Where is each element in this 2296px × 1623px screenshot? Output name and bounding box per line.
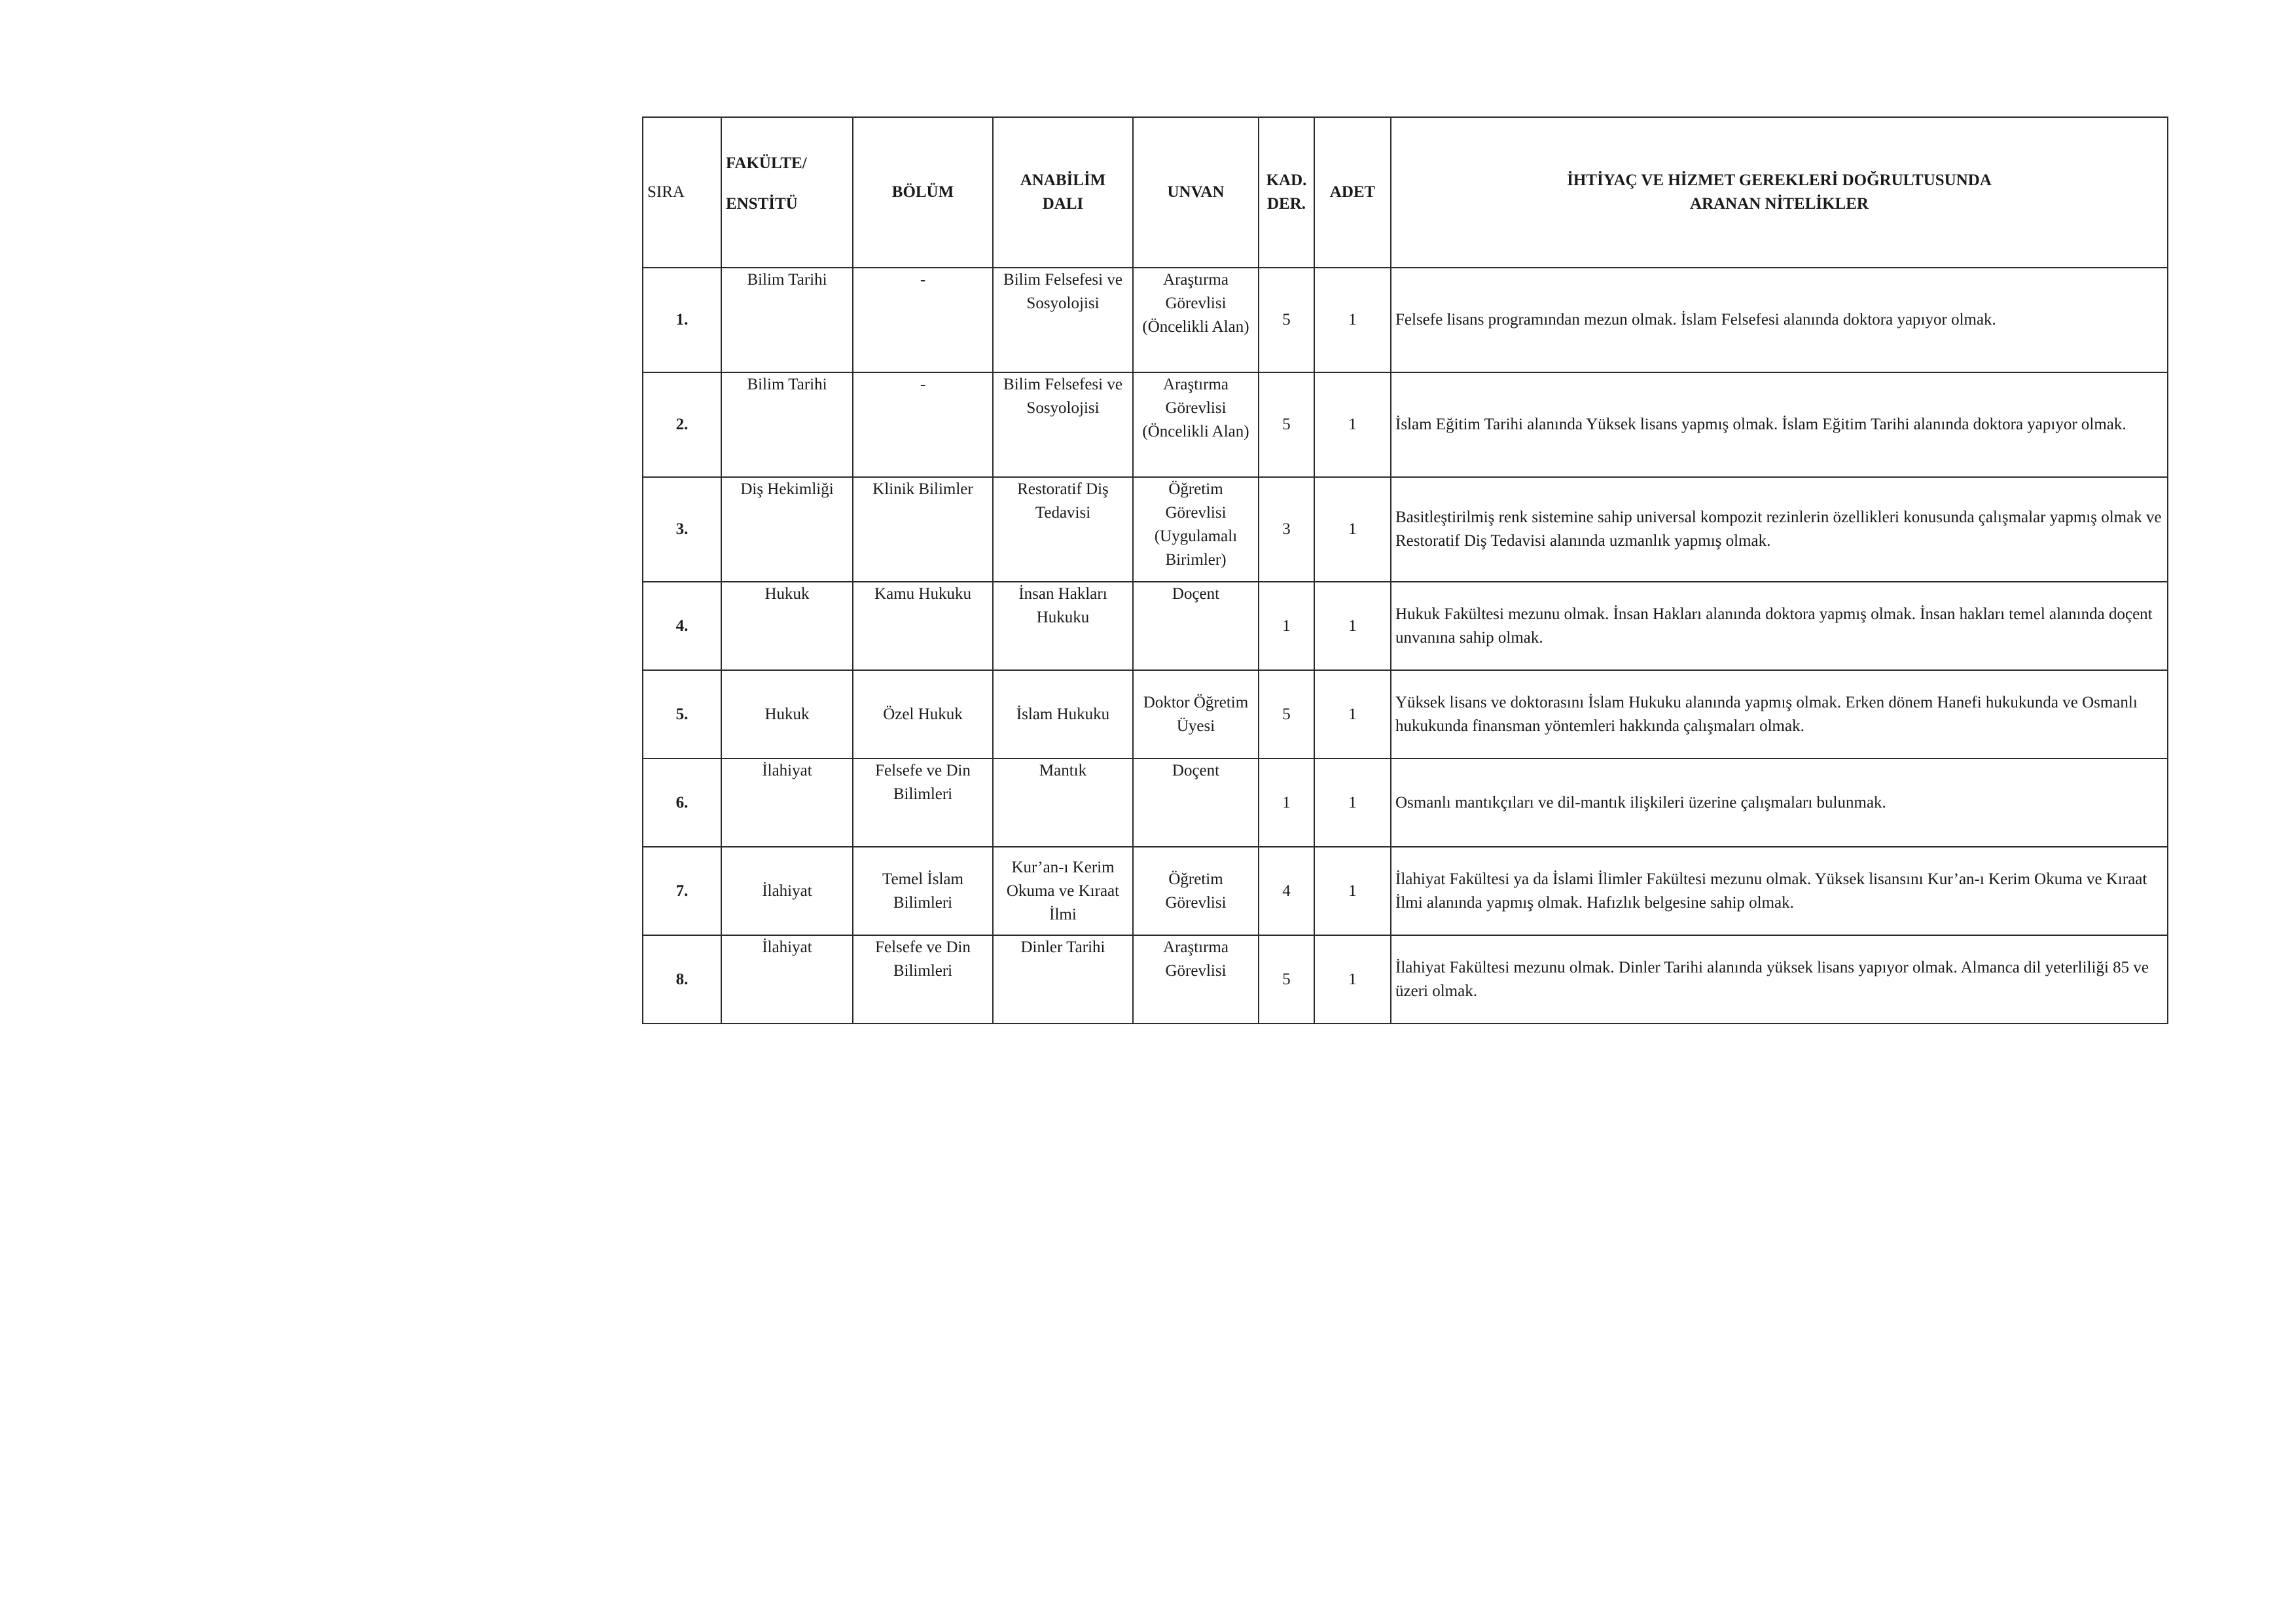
table-row — [643, 847, 2168, 935]
cell-unvan: Doktor Öğretim Üyesi — [1133, 670, 1259, 758]
cell-sira: 7. — [643, 847, 721, 935]
cell-nitelik: İlahiyat Fakültesi mezunu olmak. Dinler Tarihi alanında yüksek lisans yapıyor olmak. Almanca dil yeterliliği 85 ve üzeri olmak. — [1391, 935, 2168, 1024]
cell-unvan: Doçent — [1133, 758, 1259, 847]
cell-sira: 6. — [643, 758, 721, 847]
cell-unvan: Öğretim Görevlisi — [1133, 847, 1259, 935]
positions-table — [642, 116, 2168, 1024]
cell-anabilim: Restoratif Diş Tedavisi — [993, 477, 1133, 582]
cell-anabilim: İslam Hukuku — [993, 670, 1133, 758]
cell-anabilim: Mantık — [993, 758, 1133, 847]
cell-fakulte: İlahiyat — [721, 847, 853, 935]
cell-sira: 2. — [643, 372, 721, 477]
cell-sira: 5. — [643, 670, 721, 758]
cell-unvan: Araştırma Görevlisi (Öncelikli Alan) — [1133, 268, 1259, 372]
cell-adet: 1 — [1314, 758, 1391, 847]
cell-fakulte: Diş Hekimliği — [721, 477, 853, 582]
cell-anabilim: Bilim Felsefesi ve Sosyolojisi — [993, 372, 1133, 477]
cell-nitelik: Yüksek lisans ve doktorasını İslam Hukuku alanında yapmış olmak. Erken dönem Hanefi hukukunda ve Osmanlı hukukunda finansman yöntemleri hakkında çalışmaları olmak. — [1391, 670, 2168, 758]
cell-bolum: Özel Hukuk — [853, 670, 993, 758]
cell-kad-der: 4 — [1259, 847, 1314, 935]
cell-sira: 8. — [643, 935, 721, 1024]
cell-bolum: Temel İslam Bilimleri — [853, 847, 993, 935]
cell-anabilim: Bilim Felsefesi ve Sosyolojisi — [993, 268, 1133, 372]
cell-fakulte: Bilim Tarihi — [721, 268, 853, 372]
cell-anabilim: Dinler Tarihi — [993, 935, 1133, 1024]
cell-fakulte: İlahiyat — [721, 935, 853, 1024]
cell-anabilim: Kur’an-ı Kerim Okuma ve Kıraat İlmi — [993, 847, 1133, 935]
table-row — [643, 935, 2168, 1024]
cell-adet: 1 — [1314, 847, 1391, 935]
header-unvan: UNVAN — [1133, 117, 1259, 268]
header-adet: ADET — [1314, 117, 1391, 268]
header-fakulte: FAKÜLTE/ ENSTİTÜ — [721, 117, 853, 268]
cell-fakulte: Hukuk — [721, 582, 853, 670]
cell-adet: 1 — [1314, 372, 1391, 477]
header-nitelikler: İHTİYAÇ VE HİZMET GEREKLERİ DOĞRULTUSUNDA ARANAN NİTELİKLER — [1391, 117, 2168, 268]
cell-unvan: Öğretim Görevlisi (Uygulamalı Birimler) — [1133, 477, 1259, 582]
cell-fakulte: Hukuk — [721, 670, 853, 758]
cell-nitelik: İlahiyat Fakültesi ya da İslami İlimler Fakültesi mezunu olmak. Yüksek lisansını Kur’an-ı Kerim Okuma ve Kıraat İlmi alanında yapmış olmak. Hafızlık belgesine sahip olmak. — [1391, 847, 2168, 935]
cell-kad-der: 1 — [1259, 758, 1314, 847]
cell-kad-der: 1 — [1259, 582, 1314, 670]
cell-nitelik: Felsefe lisans programından mezun olmak. İslam Felsefesi alanında doktora yapıyor olmak. — [1391, 268, 2168, 372]
header-anabilim: ANABİLİM DALI — [993, 117, 1133, 268]
table-row — [643, 477, 2168, 582]
header-sira: SIRA — [643, 117, 721, 268]
cell-unvan: Doçent — [1133, 582, 1259, 670]
table-row — [643, 268, 2168, 372]
cell-adet: 1 — [1314, 268, 1391, 372]
table-row — [643, 372, 2168, 477]
cell-kad-der: 5 — [1259, 670, 1314, 758]
table-row — [643, 582, 2168, 670]
cell-bolum: Felsefe ve Din Bilimleri — [853, 758, 993, 847]
cell-unvan: Araştırma Görevlisi — [1133, 935, 1259, 1024]
cell-nitelik: Osmanlı mantıkçıları ve dil-mantık ilişkileri üzerine çalışmaları bulunmak. — [1391, 758, 2168, 847]
table-row — [643, 758, 2168, 847]
cell-fakulte: İlahiyat — [721, 758, 853, 847]
cell-bolum: - — [853, 268, 993, 372]
cell-adet: 1 — [1314, 935, 1391, 1024]
cell-nitelik: Hukuk Fakültesi mezunu olmak. İnsan Hakları alanında doktora yapmış olmak. İnsan hakları temel alanında doçent unvanına sahip olmak. — [1391, 582, 2168, 670]
cell-adet: 1 — [1314, 477, 1391, 582]
table-row — [643, 670, 2168, 758]
cell-nitelik: Basitleştirilmiş renk sistemine sahip universal kompozit rezinlerin özellikleri konusunda çalışmalar yapmış olmak ve Restoratif Diş Tedavisi alanında uzmanlık yapmış olmak. — [1391, 477, 2168, 582]
cell-nitelik: İslam Eğitim Tarihi alanında Yüksek lisans yapmış olmak. İslam Eğitim Tarihi alanında doktora yapıyor olmak. — [1391, 372, 2168, 477]
header-row — [643, 117, 2168, 268]
cell-adet: 1 — [1314, 670, 1391, 758]
cell-adet: 1 — [1314, 582, 1391, 670]
cell-sira: 3. — [643, 477, 721, 582]
cell-kad-der: 3 — [1259, 477, 1314, 582]
cell-kad-der: 5 — [1259, 268, 1314, 372]
cell-kad-der: 5 — [1259, 372, 1314, 477]
cell-kad-der: 5 — [1259, 935, 1314, 1024]
cell-sira: 4. — [643, 582, 721, 670]
cell-bolum: Klinik Bilimler — [853, 477, 993, 582]
cell-fakulte: Bilim Tarihi — [721, 372, 853, 477]
cell-bolum: Felsefe ve Din Bilimleri — [853, 935, 993, 1024]
cell-bolum: Kamu Hukuku — [853, 582, 993, 670]
cell-unvan: Araştırma Görevlisi (Öncelikli Alan) — [1133, 372, 1259, 477]
cell-anabilim: İnsan Hakları Hukuku — [993, 582, 1133, 670]
cell-bolum: - — [853, 372, 993, 477]
cell-sira: 1. — [643, 268, 721, 372]
header-bolum: BÖLÜM — [853, 117, 993, 268]
header-kad-der: KAD. DER. — [1259, 117, 1314, 268]
